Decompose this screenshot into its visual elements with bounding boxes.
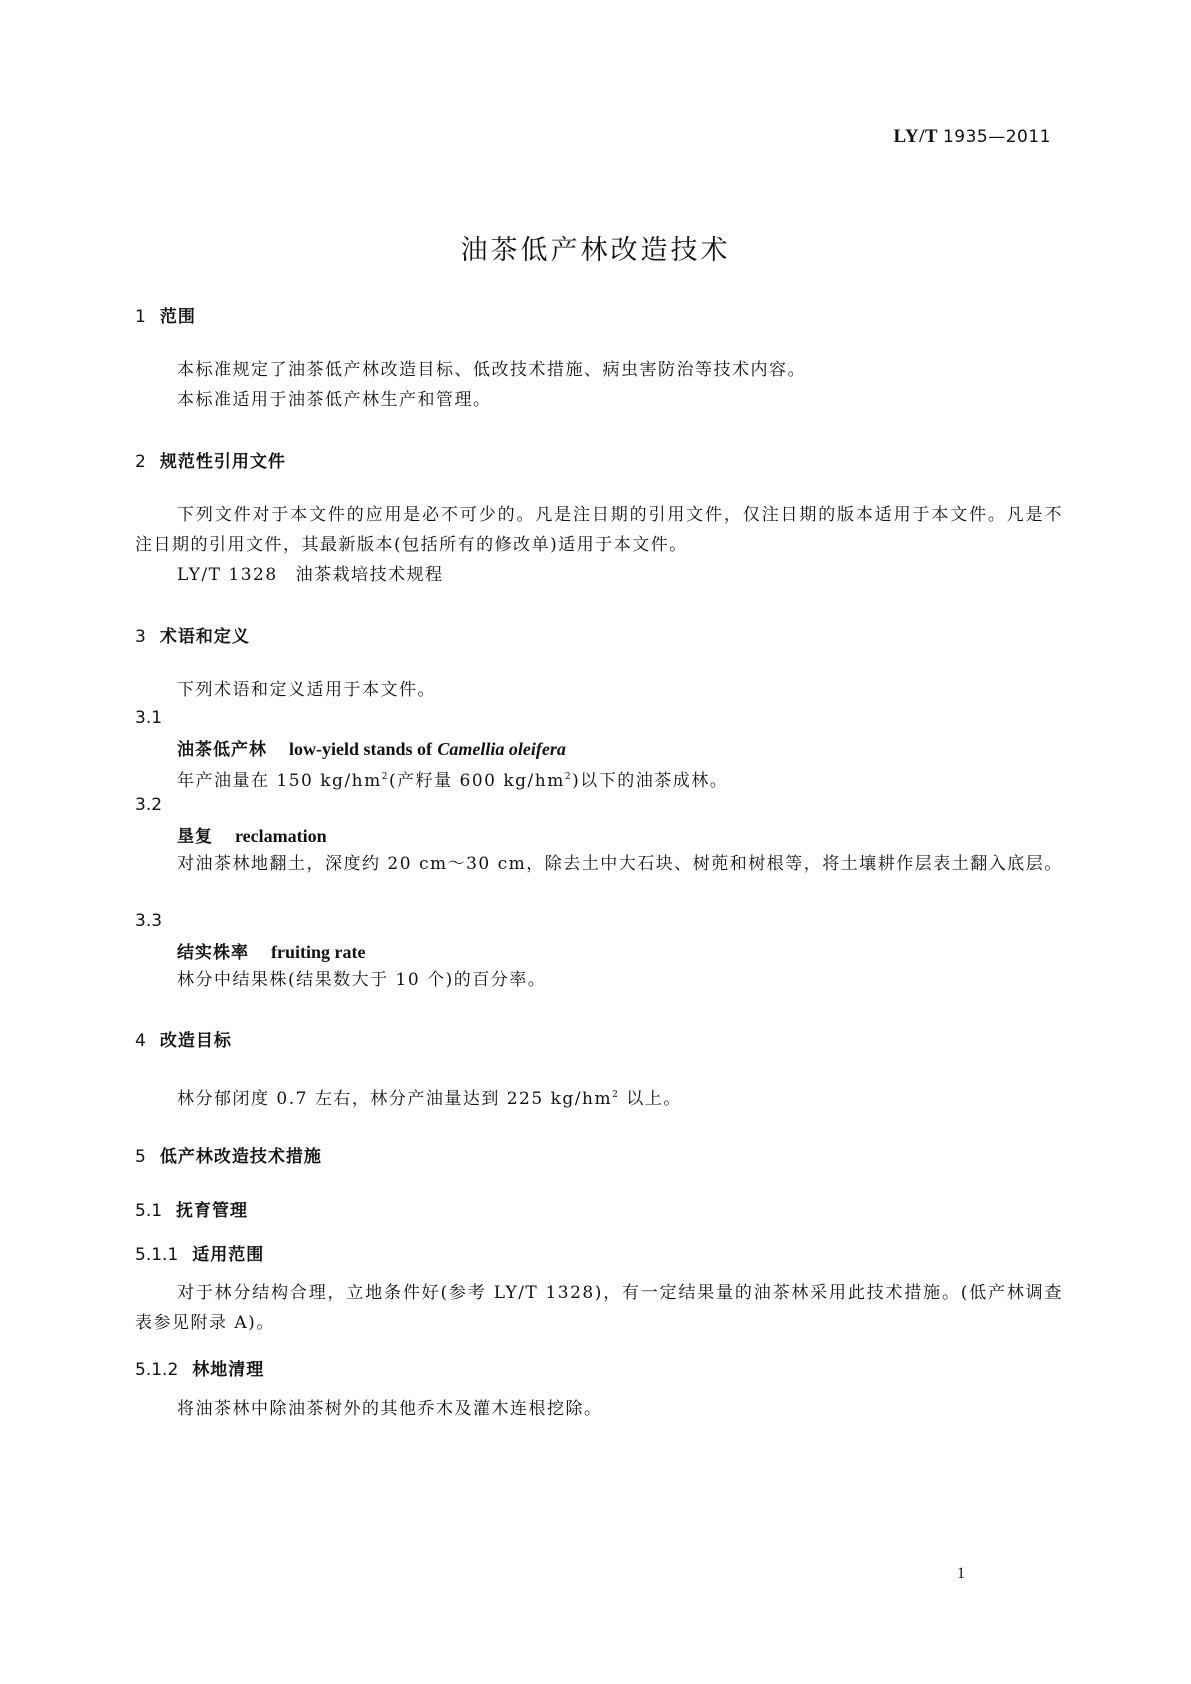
term-number: 3.3 (135, 911, 163, 931)
page-number: 1 (957, 1565, 965, 1582)
section-title: 改造目标 (159, 1031, 232, 1051)
superscript: 2 (564, 772, 573, 782)
section-number: 1 (135, 307, 146, 327)
section-title: 适用范围 (192, 1245, 265, 1265)
section-title: 抚育管理 (176, 1201, 249, 1221)
term-chinese: 结实株率 (177, 943, 249, 963)
term-entry (177, 938, 365, 963)
standard-prefix: LY/T (893, 126, 938, 147)
term-number: 3.1 (135, 708, 163, 728)
section-number: 5.1.2 (135, 1360, 179, 1380)
term-english: low-yield stands of (289, 739, 433, 759)
section-4-heading (135, 1026, 232, 1051)
section-number: 5 (135, 1147, 146, 1167)
paragraph: 下列术语和定义适用于本文件。 (177, 680, 436, 700)
term-number: 3.2 (135, 795, 163, 815)
section-number: 2 (135, 452, 146, 472)
definition-text: 年产油量在 150 kg/hm (177, 771, 382, 791)
superscript: 2 (612, 1090, 620, 1100)
standard-number (893, 126, 1051, 148)
subsection-5-1-2-heading (135, 1355, 264, 1380)
paragraph: 对于林分结构合理，立地条件好(参考 LY/T 1328)，有一定结果量的油茶林采用此技术措施。(低产林调查表参见附录 A)。 (135, 1283, 1063, 1333)
section-number: 5.1.1 (135, 1245, 179, 1265)
paragraph-text: 以上。 (619, 1089, 682, 1109)
paragraph (177, 1080, 682, 1114)
section-2-heading (135, 447, 286, 472)
term-entry (177, 822, 327, 847)
section-3-heading (135, 622, 250, 647)
paragraph: 本标准适用于油茶低产林生产和管理。 (177, 390, 492, 410)
section-number: 3 (135, 627, 146, 647)
term-english: fruiting rate (271, 942, 366, 962)
superscript: 2 (381, 772, 389, 782)
subsection-5-1-1-heading (135, 1240, 264, 1265)
reference-title: 油茶栽培技术规程 (295, 565, 444, 585)
paragraph: 下列文件对于本文件的应用是必不可少的。凡是注日期的引用文件，仅注日期的版本适用于本文件。凡是不注日期的引用文件，其最新版本(包括所有的修改单)适用于本文件。 (135, 505, 1063, 555)
section-5-heading (135, 1142, 322, 1167)
standard-code: 1935—2011 (942, 127, 1051, 147)
section-title: 规范性引用文件 (159, 452, 286, 472)
section-title: 范围 (159, 307, 196, 327)
term-definition (177, 762, 728, 796)
paragraph: 将油茶林中除油茶树外的其他乔木及灌木连根挖除。 (177, 1399, 603, 1419)
document-title: 油茶低产林改造技术 (460, 235, 731, 266)
subsection-5-1-heading (135, 1196, 248, 1221)
definition-text: (产籽量 600 kg/hm (388, 771, 565, 791)
section-title: 术语和定义 (159, 627, 250, 647)
term-english: reclamation (235, 826, 327, 846)
term-definition: 对油茶林地翻土，深度约 20 cm～30 cm，除去土中大石块、树蔸和树根等，将土壤耕作层表土翻入底层。 (177, 854, 1063, 874)
normative-reference (177, 560, 444, 590)
term-chinese: 垦复 (177, 827, 213, 847)
section-title: 林地清理 (192, 1360, 265, 1380)
term-entry (177, 735, 566, 760)
reference-code: LY/T 1328 (177, 565, 278, 585)
section-number: 4 (135, 1031, 146, 1051)
term-definition: 林分中结果株(结果数大于 10 个)的百分率。 (177, 970, 547, 990)
section-title: 低产林改造技术措施 (159, 1147, 322, 1167)
section-number: 5.1 (135, 1201, 163, 1221)
definition-text: )以下的油茶成林。 (572, 771, 729, 791)
term-english-species: Camellia oleifera (437, 739, 566, 759)
paragraph-text: 林分郁闭度 0.7 左右，林分产油量达到 225 kg/hm (177, 1089, 613, 1109)
section-1-heading (135, 302, 196, 327)
paragraph: 本标准规定了油茶低产林改造目标、低改技术措施、病虫害防治等技术内容。 (177, 360, 806, 380)
term-chinese: 油茶低产林 (177, 740, 267, 760)
